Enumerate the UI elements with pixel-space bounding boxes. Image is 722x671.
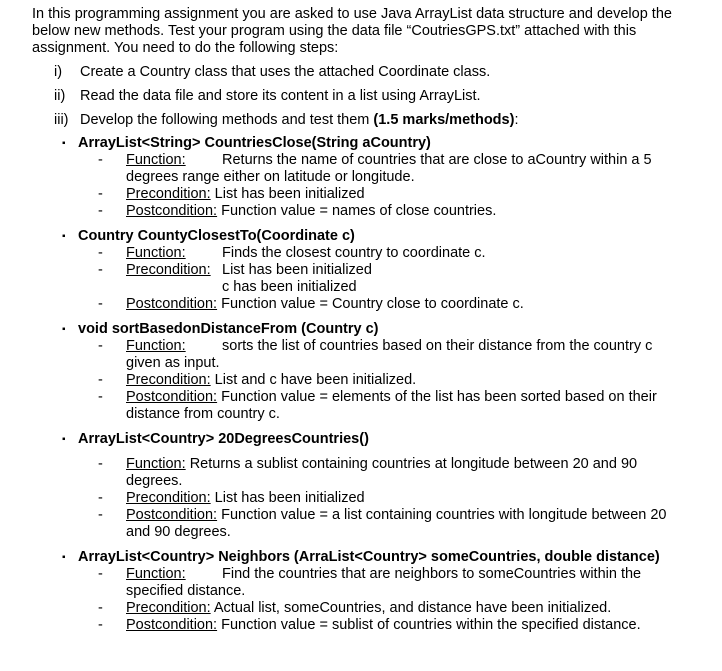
function-label: Function: (126, 245, 186, 261)
square-bullet-icon: ▪ (62, 231, 66, 242)
postcondition-text: Function value = sublist of countries within the specified distance. (221, 617, 641, 633)
dash-marker: - (98, 490, 103, 506)
postcondition-text: Function value = a list containing countries with longitude between 20 and 90 degrees. (126, 507, 667, 540)
square-bullet-icon: ▪ (62, 138, 66, 149)
postcondition-label: Postcondition: (126, 617, 218, 633)
precondition-text: List has been initialized (222, 262, 372, 278)
method-sort-based-on-distance (32, 321, 672, 423)
step-text (80, 111, 518, 129)
dash-marker: - (98, 389, 103, 405)
precondition-line (98, 262, 672, 296)
precondition-text: Actual list, someCountries, and distance have been initialized. (213, 600, 612, 616)
dash-marker: - (98, 245, 103, 261)
signature-text: ArrayList<Country> Neighbors (ArraList<Country> someCountries, double distance) (78, 549, 660, 565)
postcondition-line (98, 507, 672, 541)
dash-marker: - (98, 152, 103, 168)
method-signature (62, 549, 672, 566)
method-signature (62, 431, 672, 448)
square-bullet-icon: ▪ (62, 552, 66, 563)
function-line (98, 152, 672, 186)
precondition-label: Precondition: (126, 372, 211, 388)
square-bullet-icon: ▪ (62, 324, 66, 335)
dash-marker: - (98, 186, 103, 202)
dash-marker: - (98, 372, 103, 388)
square-bullet-icon: ▪ (62, 434, 66, 445)
precondition-line (98, 600, 672, 617)
method-signature (62, 135, 672, 152)
postcondition-text: Function value = elements of the list has been sorted based on their distance from country c. (126, 389, 657, 422)
signature-text: ArrayList<Country> 20DegreesCountries() (78, 431, 369, 447)
signature-text: Country CountyClosestTo(Coordinate c) (78, 228, 355, 244)
signature-text: ArrayList<String> CountriesClose(String aCountry) (78, 135, 431, 151)
postcondition-label: Postcondition: (126, 296, 218, 312)
dash-marker: - (98, 203, 103, 219)
dash-marker: - (98, 566, 103, 582)
function-label: Function: (126, 152, 186, 168)
function-label: Function: (126, 566, 186, 582)
marks-note: (1.5 marks/methods) (373, 112, 515, 128)
function-line (98, 456, 672, 490)
precondition-text: List has been initialized (214, 186, 365, 202)
function-line (98, 338, 672, 372)
step-3 (54, 111, 672, 129)
postcondition-line (98, 296, 672, 313)
precondition-line (98, 372, 672, 389)
assignment-document (32, 6, 672, 634)
function-label: Function: (126, 456, 186, 472)
dash-marker: - (98, 617, 103, 633)
step-text-tail: : (514, 112, 519, 128)
precondition-label: Precondition: (126, 186, 211, 202)
step-number: ii) (54, 88, 66, 104)
postcondition-label: Postcondition: (126, 389, 218, 405)
method-neighbors (32, 549, 672, 634)
signature-text: void sortBasedonDistanceFrom (Country c) (78, 321, 379, 337)
precondition-text-2: c has been initialized (222, 279, 357, 295)
postcondition-label: Postcondition: (126, 203, 218, 219)
dash-marker: - (98, 600, 103, 616)
dash-marker: - (98, 262, 103, 278)
precondition-label: Precondition: (126, 490, 211, 506)
function-text: Find the countries that are neighbors to someCountries within the specified distance. (126, 566, 642, 599)
precondition-line (98, 186, 672, 203)
dash-marker: - (98, 456, 103, 472)
method-countries-close (32, 135, 672, 220)
postcondition-line (98, 203, 672, 220)
dash-marker: - (98, 338, 103, 354)
precondition-label: Precondition: (126, 600, 211, 616)
function-line (98, 245, 672, 262)
precondition-text: List and c have been initialized. (214, 372, 417, 388)
method-county-closest-to (32, 228, 672, 313)
step-2 (54, 87, 672, 105)
method-20-degrees-countries (32, 431, 672, 541)
function-text: Returns a sublist containing countries at longitude between 20 and 90 degrees. (126, 456, 638, 489)
function-label: Function: (126, 338, 186, 354)
step-text: Create a Country class that uses the attached Coordinate class. (80, 64, 491, 80)
function-text: Finds the closest country to coordinate c. (222, 245, 486, 261)
dash-marker: - (98, 507, 103, 523)
intro-paragraph: In this programming assignment you are asked to use Java ArrayList data structure and develop the below new methods. Test your program using the data file “CoutriesGPS.txt” attached with this assignment. You need to do the following steps: (32, 6, 672, 56)
precondition-text: List has been initialized (214, 490, 365, 506)
step-number: i) (54, 64, 63, 80)
precondition-label: Precondition: (126, 262, 211, 278)
postcondition-line (98, 617, 672, 634)
postcondition-label: Postcondition: (126, 507, 218, 523)
function-text: sorts the list of countries based on their distance from the country c given as input. (126, 338, 653, 371)
postcondition-line (98, 389, 672, 423)
method-signature (62, 321, 672, 338)
step-number: iii) (54, 112, 69, 128)
function-line (98, 566, 672, 600)
step-1 (54, 63, 672, 81)
precondition-line (98, 490, 672, 507)
step-text: Read the data file and store its content in a list using ArrayList. (80, 88, 481, 104)
method-signature (62, 228, 672, 245)
postcondition-text: Function value = Country close to coordinate c. (221, 296, 524, 312)
postcondition-text: Function value = names of close countries. (221, 203, 497, 219)
function-text: Returns the name of countries that are close to aCountry within a 5 degrees range either on latitude or longitude. (126, 152, 652, 185)
step-text-main: Develop the following methods and test them (80, 112, 374, 128)
dash-marker: - (98, 296, 103, 312)
